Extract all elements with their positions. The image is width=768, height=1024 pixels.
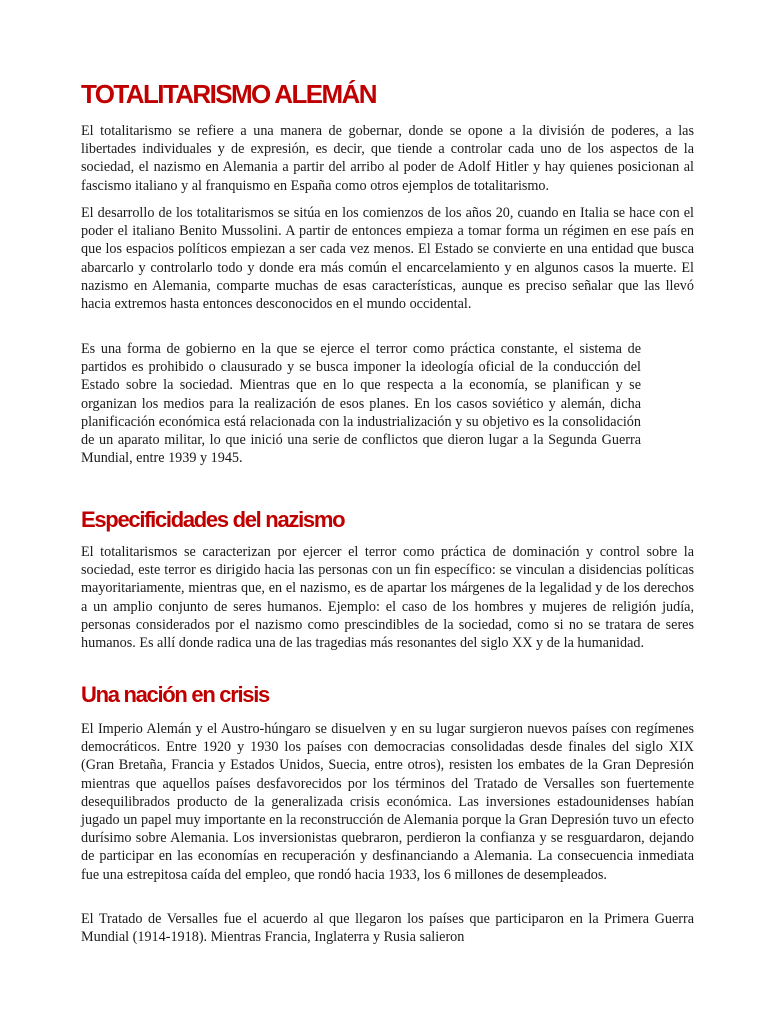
document-title: TOTALITARISMO ALEMÁN bbox=[81, 79, 376, 109]
intro-paragraph-2: El desarrollo de los totalitarismos se sitúa en los comienzos de los años 20, cuando en Italia se hace con el poder el italiano Benito Mussolini. A partir de entonces empieza a tomar forma un régimen en ese país en que los espacios políticos empiezan a ser cada vez menos. El Estado se convierte en una entidad que busca abarcarlo y controlarlo todo y donde era más común el encarcelamiento y en algunos casos la muerte. El nazismo en Alemania, comparte muchas de esas características, aunque es preciso señalar que las llevó hacia extremos hasta entonces desconocidos en el mundo occidental. bbox=[81, 205, 694, 313]
section2-paragraph-2: El Tratado de Versalles fue el acuerdo al que llegaron los países que participaron en la Primera Guerra Mundial (1914-1918). Mientras Francia, Inglaterra y Rusia salieron bbox=[81, 911, 694, 946]
intro-paragraph-1: El totalitarismo se refiere a una manera de gobernar, donde se opone a la división de poderes, a las libertades individuales y de expresión, es decir, que tiende a controlar cada uno de los aspectos de la sociedad, el nazismo en Alemania a partir del arribo al poder de Adolf Hitler y hay quienes posicionan al fascismo italiano y al franquismo en España como otros ejemplos de totalitarismo. bbox=[81, 123, 694, 194]
section-heading-nacion-en-crisis: Una nación en crisis bbox=[81, 682, 269, 707]
intro-paragraph-3: Es una forma de gobierno en la que se ejerce el terror como práctica constante, el sistema de partidos es prohibido o clausurado y se busca imponer la ideología oficial de la conducción del Estado sobre la sociedad. Mientras que en lo que respecta a la economía, se planifican y se organizan los medios para la realización de esos planes. En los casos soviético y alemán, dicha planificación económica está relacionada con la industrialización y su objetivo es la consolidación de un aparato militar, lo que inició una serie de conflictos que dieron lugar a la Segunda Guerra Mundial, entre 1939 y 1945. bbox=[81, 341, 641, 467]
section1-paragraph: El totalitarismos se caracterizan por ejercer el terror como práctica de dominación y control sobre la sociedad, este terror es dirigido hacia las personas con un fin específico: se vinculan a disidencias políticas mayoritariamente, mientras que, en el nazismo, es de apartar los márgenes de la legalidad y de los derechos a un amplio conjunto de seres humanos. Ejemplo: el caso de los hombres y mujeres de religión judía, personas considerados por el nazismo como prescindibles de la sociedad, como si no se tratara de seres humanos. Es allí donde radica una de las tragedias más resonantes del siglo XX y de la humanidad. bbox=[81, 544, 694, 652]
section-heading-especificidades: Especificidades del nazismo bbox=[81, 507, 345, 532]
section2-paragraph-1: El Imperio Alemán y el Austro-húngaro se disuelven y en su lugar surgieron nuevos países con regímenes democráticos. Entre 1920 y 1930 los países con democracias consolidadas desde finales del siglo XIX (Gran Bretaña, Francia y Estados Unidos, Suecia, entre otros), resisten los embates de la Gran Depresión mientras que aquellos países desfavorecidos por los términos del Tratado de Versalles son fuertemente desequilibrados producto de la generalizada crisis económica. Las inversiones estadounidenses habían jugado un papel muy importante en la reconstrucción de Alemania porque la Gran Depresión tuvo un efecto durísimo sobre Alemania. Los inversionistas quebraron, perdieron la confianza y se resguardaron, dejando de participar en las economías en recuperación y desfinanciando a Alemania. La consecuencia inmediata fue una estrepitosa caída del empleo, que rondó hacia 1933, los 6 millones de desempleados. bbox=[81, 721, 694, 883]
